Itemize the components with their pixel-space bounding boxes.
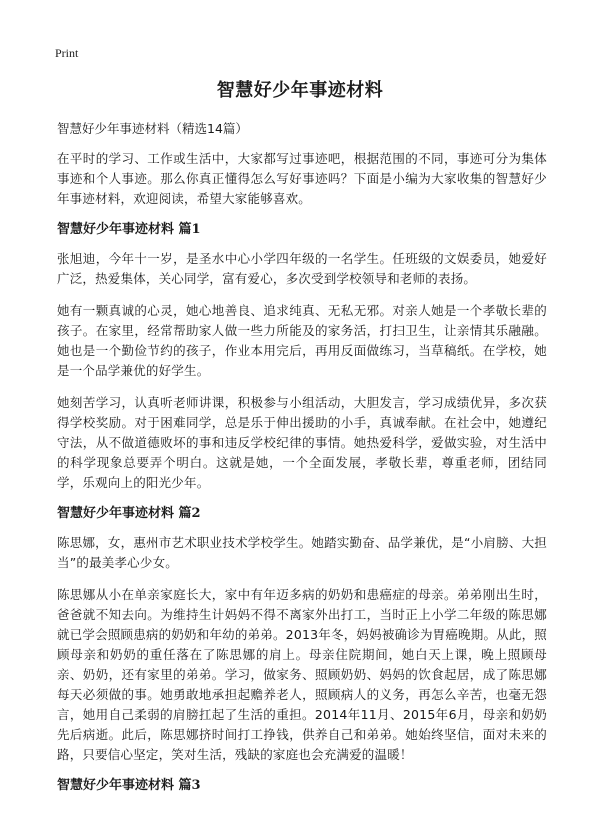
print-link[interactable]: Print: [55, 46, 79, 60]
section-1-paragraph-2: 她有一颗真诚的心灵，她心地善良、追求纯真、无私无邪。对亲人她是一个孝敬长辈的孩子。在家里，经常帮助家人做一些力所能及的家务活，打扫卫生，让亲情其乐融融。她也是一个勤俭节约的孩子，作业本用完后，再用反面做练习，当草稿纸。在学校，她是一个品学兼优的好学生。: [57, 303, 547, 378]
section-1-paragraph-3: 她刻苦学习，认真听老师讲课，积极参与小组活动，大胆发言，学习成绩优异，多次获得学校奖励。对于困难同学，总是乐于伸出援助的小手，真诚奉献。在社会中，她遵纪守法，从不做道德败坏的事和违反学校纪律的事情。她热爱科学，爱做实验，对生活中的科学现象总要弄个明白。这就是她，一个全面发展，孝敬长辈，尊重老师，团结同学，乐观向上的阳光少年。: [57, 395, 547, 490]
section-heading-3: 智慧好少年事迹材料 篇3: [57, 778, 201, 793]
document-subtitle: 智慧好少年事迹材料（精选14篇）: [57, 121, 248, 136]
section-2-paragraph-2: 陈思娜从小在单亲家庭长大，家中有年迈多病的奶奶和患癌症的母亲。弟弟刚出生时，爸爸就不知去向。为维持生计妈妈不得不离家外出打工，当时正上小学二年级的陈思娜就已学会照顾患病的奶奶和年幼的弟弟。2013年冬，妈妈被确诊为胃癌晚期。从此，照顾母亲和奶奶的重任落在了陈思娜的肩上。母亲住院期间，她白天上课，晚上照顾母亲、奶奶，还有家里的弟弟。学习，做家务、照顾奶奶、妈妈的饮食起居，成了陈思娜每天必须做的事。她勇敢地承担起赡养老人，照顾病人的义务，再怎么辛苦，也毫无怨言，她用自己柔弱的肩膀扛起了生活的重担。2014年11月、2015年6月，母亲和奶奶先后病逝。此后，陈思娜挤时间打工挣钱，供养自己和弟弟。她始终坚信，面对未来的路，只要信心坚定，笑对生活，残缺的家庭也会充满爱的温暖！: [57, 587, 547, 762]
page-title: 智慧好少年事迹材料: [216, 80, 384, 101]
intro-paragraph: 在平时的学习、工作或生活中，大家都写过事迹吧，根据范围的不同，事迹可分为集体事迹和个人事迹。那么你真正懂得怎么写好事迹吗？下面是小编为大家收集的智慧好少年事迹材料，欢迎阅读，希望大家能够喜欢。: [57, 151, 547, 206]
section-1-paragraph-1: 张旭迪，今年十一岁，是圣水中心小学四年级的一名学生。任班级的文娱委员，她爱好广泛，热爱集体，关心同学，富有爱心，多次受到学校领导和老师的表扬。: [57, 251, 547, 286]
section-heading-1: 智慧好少年事迹材料 篇1: [57, 222, 201, 237]
document-body: [57, 119, 547, 805]
section-2-paragraph-1: 陈思娜，女，惠州市艺术职业技术学校学生。她踏实勤奋、品学兼优，是“小肩膀、大担当”的最美孝心少女。: [57, 535, 547, 570]
section-heading-2: 智慧好少年事迹材料 篇2: [57, 506, 201, 521]
